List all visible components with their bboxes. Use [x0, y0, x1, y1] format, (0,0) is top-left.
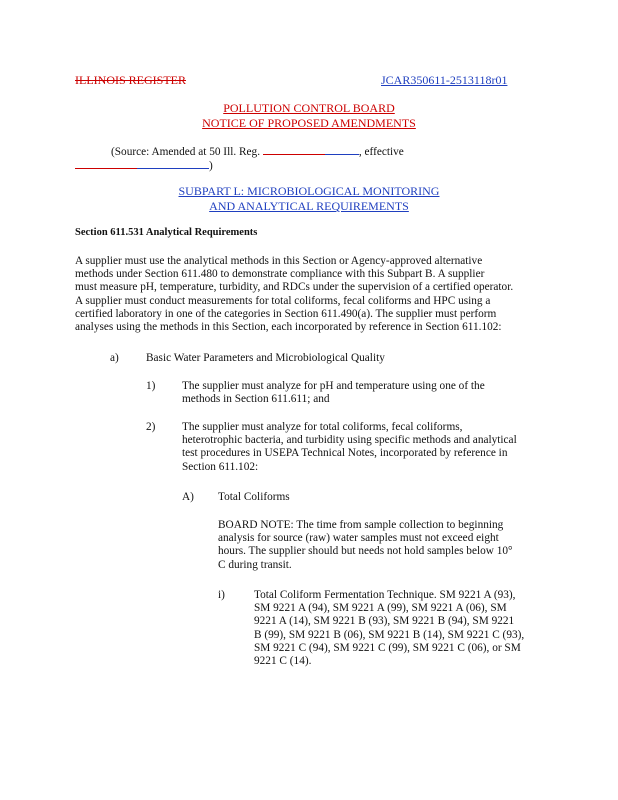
board-note-line: hours. The supplier should but needs not hold samples below 10°	[218, 545, 513, 558]
item-i-line: 9221 C (14).	[254, 655, 312, 668]
intro-line: analyses using the methods in this Section, each incorporated by reference in Section 611.102:	[75, 321, 502, 334]
notice-title: NOTICE OF PROPOSED AMENDMENTS	[202, 116, 416, 130]
item-a-text: Basic Water Parameters and Microbiological Quality	[146, 352, 385, 364]
item-a1-text	[182, 380, 572, 406]
item-i-line: Total Coliform Fermentation Technique. SM 9221 A (93),	[254, 589, 516, 601]
item-a2-line: heterotrophic bacteria, and turbidity using specific methods and analytical	[182, 434, 517, 447]
board-note-line: C during transit.	[218, 558, 292, 571]
board-note	[218, 519, 578, 572]
item-i-text	[254, 589, 584, 668]
item-a-label: a)	[110, 352, 119, 364]
board-note-line: BOARD NOTE: The time from sample collection to beginning	[218, 519, 504, 531]
board-title: POLLUTION CONTROL BOARD	[223, 101, 395, 115]
effective-blank-blue	[137, 158, 209, 169]
item-a2-text	[182, 421, 572, 474]
subpart-title: SUBPART L: MICROBIOLOGICAL MONITORING	[178, 184, 440, 198]
source-close: )	[209, 160, 213, 172]
source-blank-blue	[325, 144, 359, 155]
intro-line: methods under Section 611.480 to demonstrate compliance with this Subpart B. A supplier	[75, 268, 485, 281]
item-a1-line: The supplier must analyze for pH and temperature using one of the	[182, 380, 485, 392]
source-prefix: (Source: Amended at 50 Ill. Reg.	[111, 146, 263, 158]
item-a2-line: Section 611.102:	[182, 460, 259, 473]
item-A-label: A)	[182, 491, 194, 503]
item-i-label: i)	[218, 589, 225, 601]
item-a1-label: 1)	[146, 380, 156, 392]
intro-line: must measure pH, temperature, turbidity, and RDCs under the supervision of a certified operator.	[75, 281, 514, 294]
item-i-line: 9221 A (14), SM 9221 B (93), SM 9221 B (94), SM 9221	[254, 615, 515, 628]
source-blank-red	[263, 144, 325, 155]
item-a1-line: methods in Section 611.611; and	[182, 393, 330, 406]
item-a2-line: test procedures in USEPA Technical Notes, incorporated by reference in	[182, 447, 508, 460]
item-i-line: SM 9221 C (94), SM 9221 C (99), SM 9221 C (06), or SM	[254, 641, 521, 654]
board-note-line: analysis for source (raw) water samples must not exceed eight	[218, 532, 499, 545]
item-i-line: SM 9221 A (94), SM 9221 A (99), SM 9221 A (06), SM	[254, 602, 507, 615]
source-line	[111, 144, 404, 159]
effective-blank-red	[75, 158, 137, 169]
intro-line: A supplier must conduct measurements for total coliforms, fecal coliforms and HPC using a	[75, 294, 491, 307]
jcar-code: JCAR350611-2513118r01	[381, 73, 508, 87]
source-suffix: , effective	[358, 146, 404, 158]
register-header: ILLINOIS REGISTER	[75, 73, 186, 87]
item-a2-line: The supplier must analyze for total coliforms, fecal coliforms,	[182, 421, 463, 433]
intro-line: A supplier must use the analytical methods in this Section or Agency-approved alternative	[75, 255, 483, 267]
section-title: Section 611.531 Analytical Requirements	[75, 227, 258, 238]
item-i-line: B (99), SM 9221 B (06), SM 9221 B (14), SM 9221 C (93),	[254, 628, 525, 641]
item-a2-label: 2)	[146, 421, 156, 433]
item-A-text: Total Coliforms	[218, 491, 290, 503]
subpart-subtitle: AND ANALYTICAL REQUIREMENTS	[209, 199, 409, 213]
source-line-2	[75, 158, 213, 173]
intro-paragraph	[75, 255, 575, 334]
intro-line: certified laboratory in one of the categories in Section 611.490(a). The supplier must perform	[75, 307, 497, 320]
